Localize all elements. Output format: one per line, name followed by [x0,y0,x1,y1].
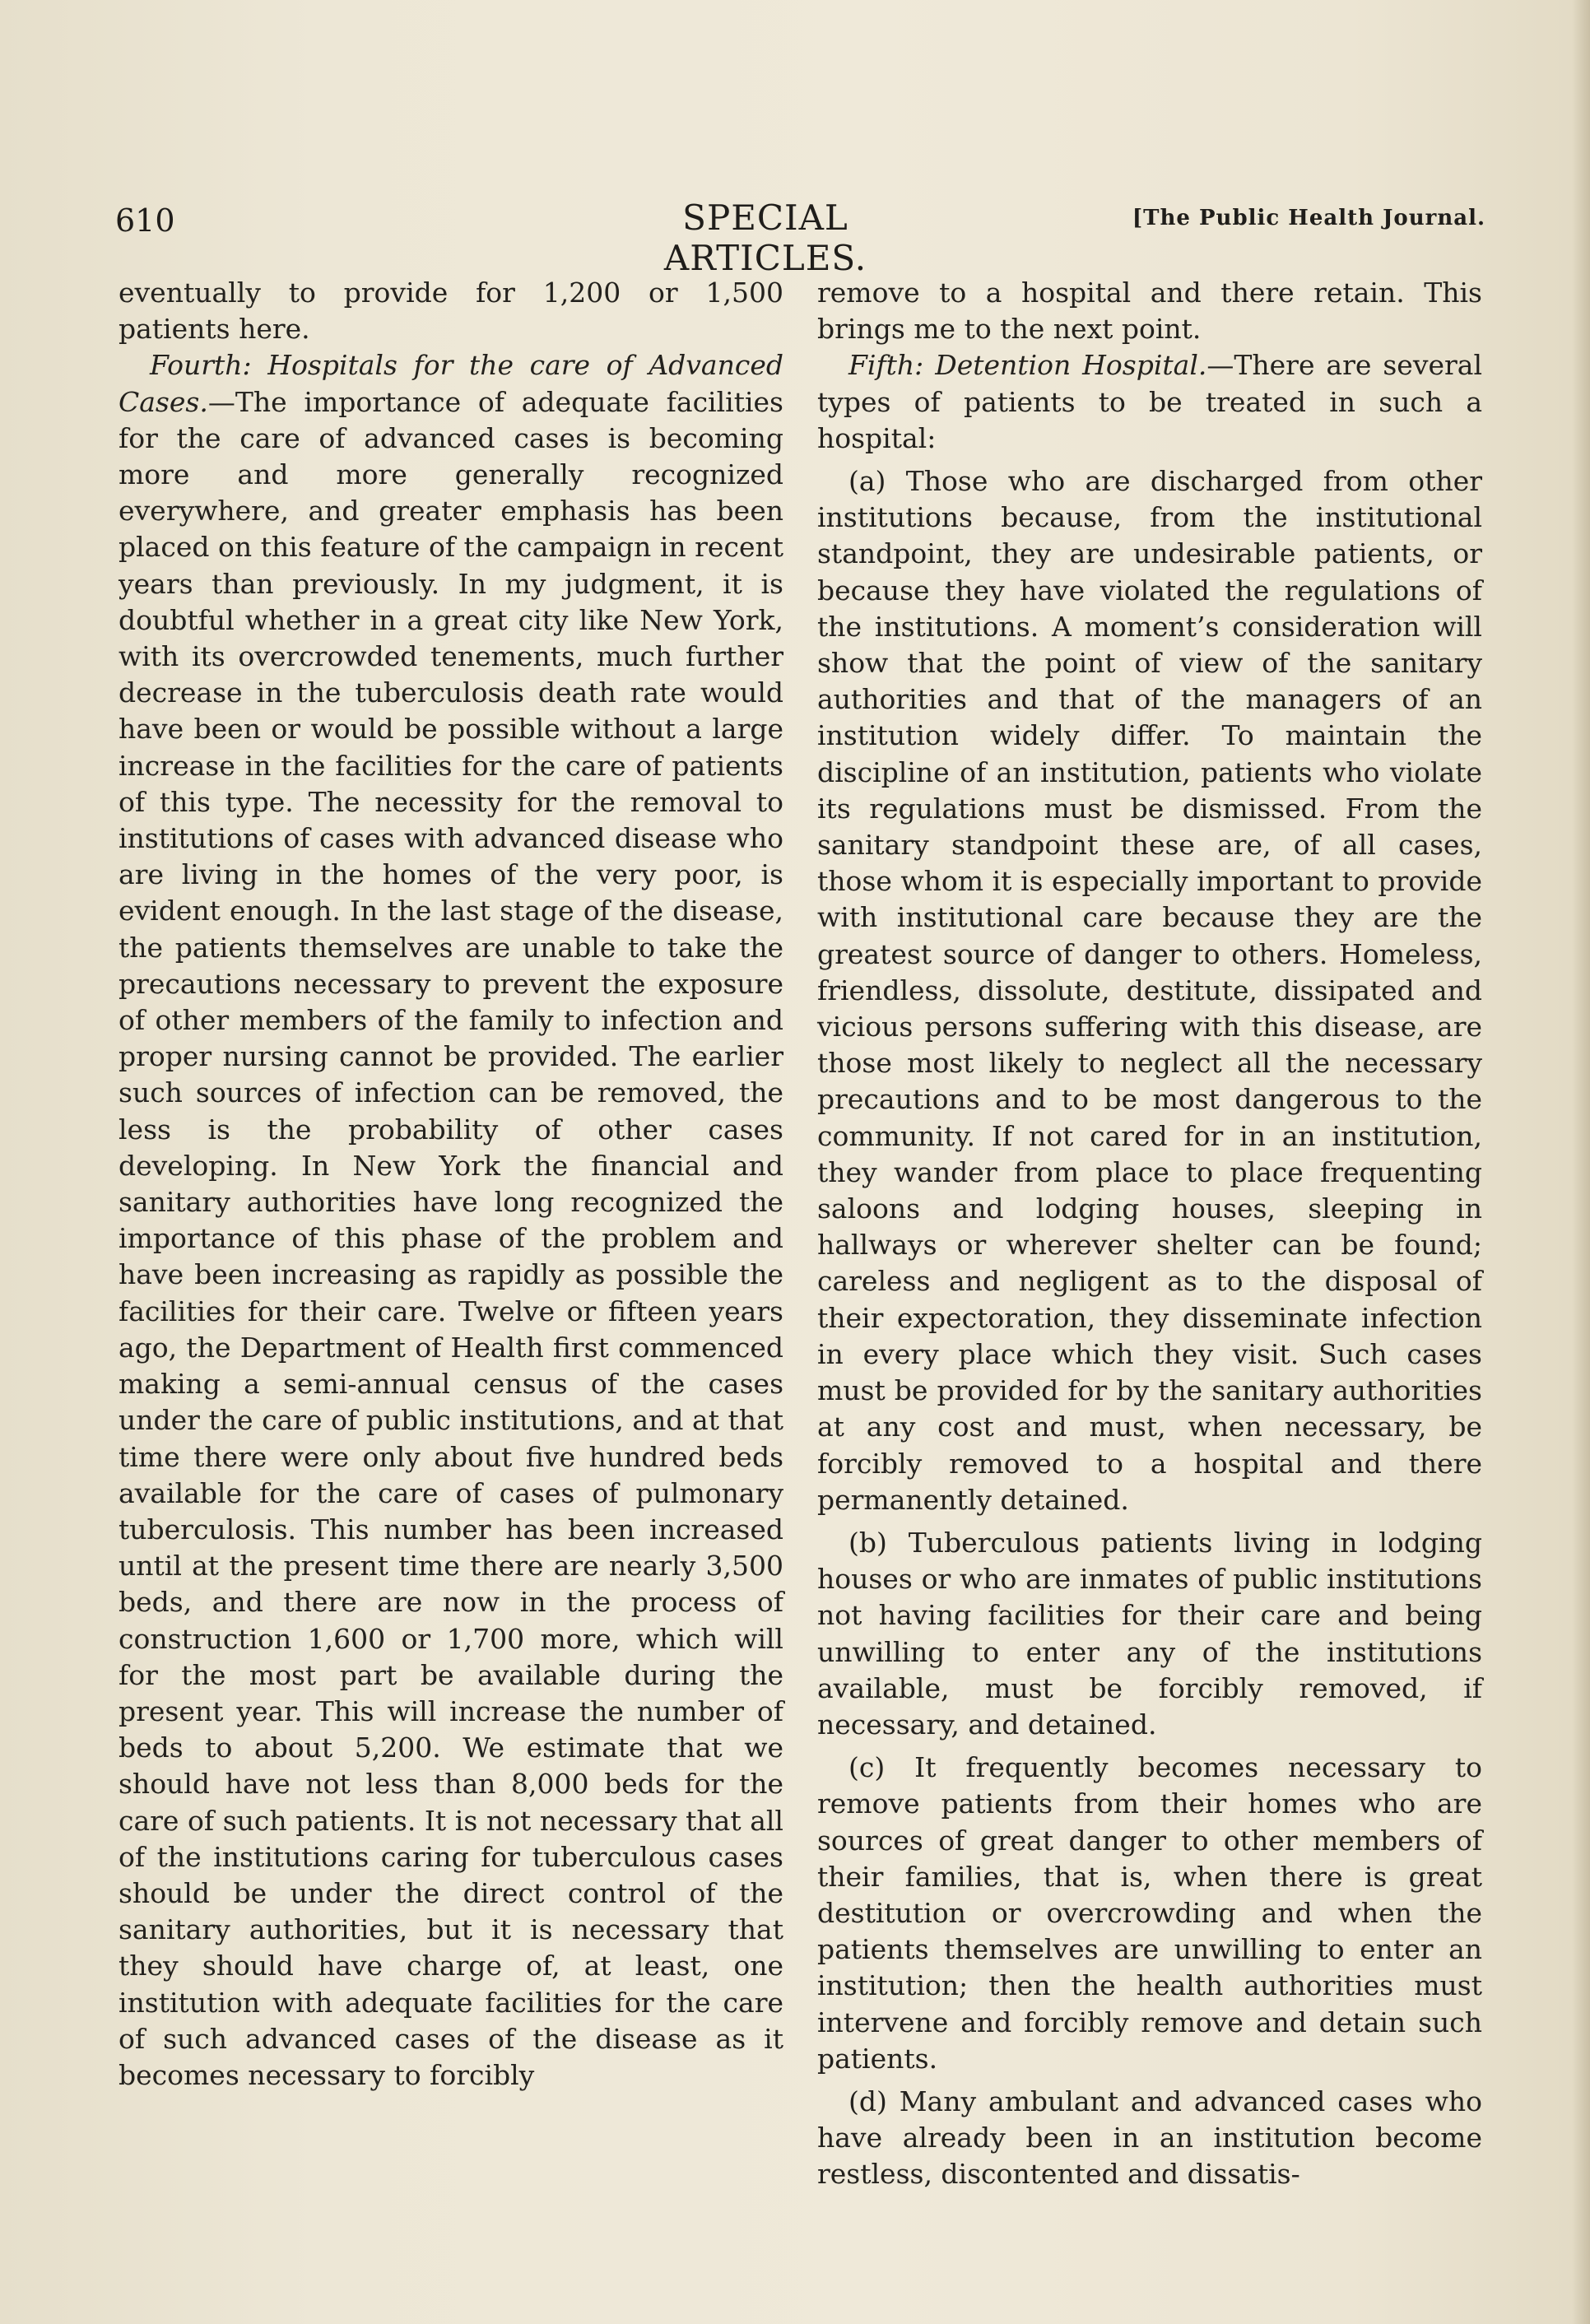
item-b: (b) Tuberculous patients living in lodging houses or who are inmates of public institutions not having facilities for their care and being unwilling to enter any of the institutions available, must be forcibly removed, if necessary, and detained. [817,1526,1482,1741]
left-paragraph-2 [119,347,783,2094]
left-column [119,275,783,2094]
page-edge-shadow [1572,0,1590,2324]
fifth-heading: Fifth: Detention Hospital. [848,349,1207,382]
right-paragraph-1: remove to a hospital and there retain. This brings me to the next point. [817,277,1482,346]
right-column [817,275,1482,2193]
fifth-text: —There are several types of patients to be treated in such a hospital: [817,349,1482,454]
item-c: (c) It frequently becomes necessary to remove patients from their homes who are sources of great danger to other members of their families, that is, when there is great destitution or overcrowding and when the patients themselves are unwilling to enter an institution; then the health authorities must intervene and forcibly remove and detain such patients. [817,1751,1482,2075]
running-header [115,198,1485,278]
item-a: (a) Those who are discharged from other institutions because, from the institutional standpoint, they are undesirable patients, or because they have violated the regulations of the institutions. A moment’s consideration will show that the point of view of the sanitary authorities and that of the managers of an institution widely differ. To maintain the discipline of an institution, patients who violate its regulations must be dismissed. From the sanitary standpoint these are, of all cases, those whom it is especially important to provide with institutional care because they are the greatest source of danger to others. Homeless, friendless, dissolute, destitute, dissipated and vicious persons suffering with this disease, are those most likely to neglect all the necessary precautions and to be most dangerous to the community. If not cared for in an institution, they wander from place to place frequenting saloons and lodging houses, sleeping in hallways or wherever shelter can be found; careless and negligent as to the disposal of their expectoration, they disseminate infection in every place which they visit. Such cases must be provided for by the sanitary authorities at any cost and must, when necessary, be forcibly removed to a hospital and there permanently detained. [817,465,1482,1516]
section-title: SPECIAL ARTICLES. [663,198,867,278]
right-paragraph-2 [817,347,1482,457]
journal-title: [The Public Health Journal. [1132,206,1485,230]
left-paragraph-1: eventually to provide for 1,200 or 1,500 patients here. [119,277,783,346]
fourth-heading: Fourth: Hospitals for the care of Advanced Cases. [119,349,783,418]
item-d: (d) Many ambulant and advanced cases who have already been in an institution become restless, discontented and dissatis- [817,2085,1482,2191]
page-number: 610 [115,202,175,239]
fourth-text: —The importance of adequate facilities for the care of advanced cases is becoming more and more generally recognized everywhere, and greater emphasis has been placed on this feature of the campaign in recent years than previously. In my judgment, it is doubtful whether in a great city like New York, with its overcrowded tenements, much further decrease in the tuberculosis death rate would have been or would be possible without a large increase in the facilities for the care of patients of this type. The necessity for the removal to institutions of cases with advanced disease who are living in the homes of the very poor, is evident enough. In the last stage of the disease, the patients themselves are unable to take the precautions necessary to prevent the exposure of other members of the family to infection and proper nursing cannot be provided. The earlier such sources of infection can be removed, the less is the probability of other cases developing. In New York the financial and sanitary authorities have long recognized the importance of this phase of the problem and have been increasing as rapidly as possible the facilities for their care. Twelve or fifteen years ago, the Department of Health first commenced making a semi-annual census of the cases under the care of public institutions, and at that time there were only about five hundred beds available for the care of cases of pulmonary tuberculosis. This number has been increased until at the present time there are nearly 3,500 beds, and there are now in the process of construction 1,600 or 1,700 more, which will for the most part be available during the present year. This will increase the number of beds to about 5,200. We estimate that we should have not less than 8,000 beds for the care of such patients. It is not necessary that all of the institutions caring for tuberculous cases should be under the direct control of the sanitary authorities, but it is necessary that they should have charge of, at least, one institution with adequate facilities for the care of such advanced cases of the disease as it becomes necessary to forcibly [119,385,783,2091]
